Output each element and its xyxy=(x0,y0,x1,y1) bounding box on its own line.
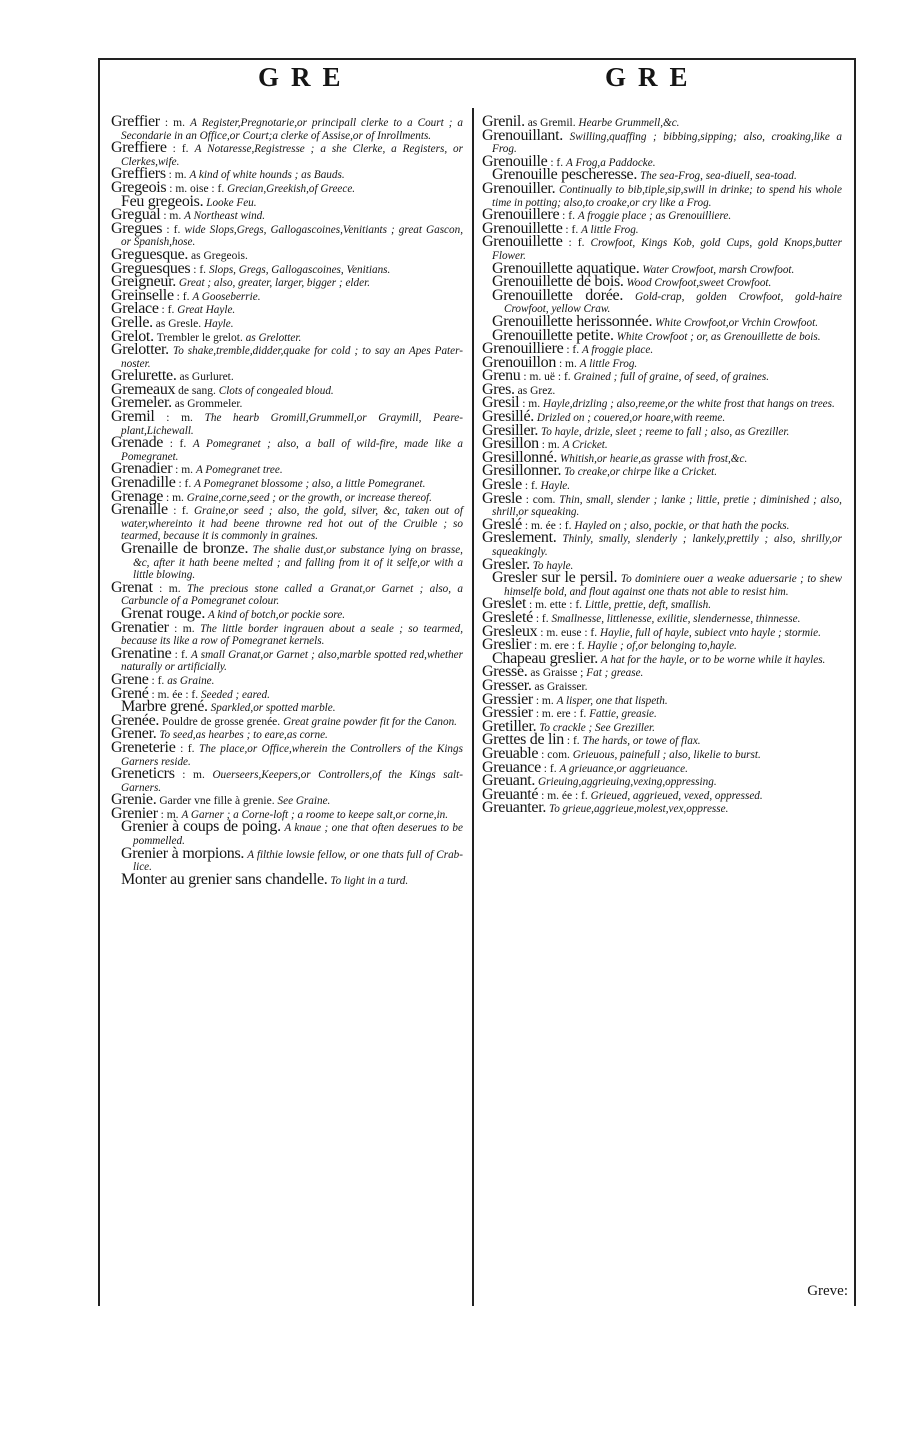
grammar-note: : m. oise : f. xyxy=(169,182,225,195)
definition: A Northeast wind. xyxy=(184,210,266,223)
definition: A froggie place ; as Grenouilliere. xyxy=(577,210,732,223)
definition: Ouerseers,Keepers,or Controllers,of the Kings salt-Garners. xyxy=(121,769,463,794)
grammar-note: as Gregeois. xyxy=(191,249,248,262)
definition: Haylie, full of hayle, subiect vnto hayle ; stormie. xyxy=(600,626,821,639)
headword: Greguesque. xyxy=(111,245,189,263)
headword: Grelace xyxy=(111,300,159,318)
dictionary-page xyxy=(98,58,856,1306)
dictionary-entry xyxy=(482,758,842,776)
running-header xyxy=(98,62,856,104)
headword: Grenie. xyxy=(111,791,157,809)
grammar-note: : f. xyxy=(193,263,207,276)
headword: Gressier xyxy=(482,690,533,708)
definition: Continually to bib,tiple,sip,swill in drinke; to spend his whole time in potting; also,to croake,or cry like a Frog. xyxy=(492,183,843,209)
grammar-note: as Graisser. xyxy=(534,680,588,693)
headword: Greigneur. xyxy=(111,273,176,291)
definition: Hayle. xyxy=(540,480,571,493)
definition: A Register,Pregnotarie,or principall clerke to a Court ; a Secondarie in an Office,or Court;a clerke of Assise,or of Inrollments. xyxy=(121,117,463,142)
grammar-note: Garder vne fille à grenie. xyxy=(159,795,275,808)
headword: Grenatier xyxy=(111,618,169,636)
dictionary-entry xyxy=(482,367,842,385)
headword: Gresillonner. xyxy=(482,462,562,480)
definition: wide Slops,Gregs, Gallogascoines,Venitiants ; great Gascon, or Spanish,hose. xyxy=(121,223,463,249)
headword: Gremeler. xyxy=(111,394,172,412)
definition: Thinly, smally, slenderly ; lankely,prettily ; also, shrilly,or squeakingly. xyxy=(492,533,842,558)
definition: White Crowfoot,or Vrchin Crowfoot. xyxy=(655,316,819,329)
headword: Grene xyxy=(111,670,149,688)
headword: Grenouille pescheresse. xyxy=(492,166,638,184)
definition: Gold-crap, golden Crowfoot, gold-haire Crowfoot, yellow Craw. xyxy=(504,290,842,316)
dictionary-entry xyxy=(111,300,463,318)
definition: Haylie ; of,or belonging to,hayle. xyxy=(587,640,737,653)
grammar-note: : com. xyxy=(525,493,556,506)
definition: A knaue ; one that often deserues to be pommelled. xyxy=(133,822,463,848)
grammar-note: : m. ere : f. xyxy=(535,708,587,721)
dictionary-entry xyxy=(111,670,463,688)
definition: The hards, or towe of flax. xyxy=(582,735,701,748)
definition: A kind of white hounds ; as Bauds. xyxy=(189,169,345,182)
grammar-note: : m. xyxy=(541,439,560,452)
dictionary-entry xyxy=(111,474,463,492)
headword: Gregues xyxy=(111,219,163,237)
dictionary-entry xyxy=(482,663,842,681)
grammar-note: : com. xyxy=(541,748,570,761)
headword: Grelurette. xyxy=(111,367,177,385)
headword: Gressier xyxy=(482,704,533,722)
headword: Grenadier xyxy=(111,460,173,478)
headword: Greuant. xyxy=(482,772,536,790)
headword: Gremil xyxy=(111,408,155,426)
definition: Wood Crowfoot,sweet Crowfoot. xyxy=(626,277,772,290)
grammar-note: : f. xyxy=(566,735,580,748)
definition: The shalie dust,or substance lying on brasse, &c, after it hath beene melted ; and falling from it of it selfe,or with a little blowing. xyxy=(133,544,463,582)
headword: Grenouillette herissonnée. xyxy=(492,312,653,330)
grammar-note: as Grez. xyxy=(517,384,556,397)
dictionary-entry xyxy=(482,569,842,598)
headword: Grenier xyxy=(111,804,158,822)
grammar-note: Pouldre de grosse grenée. xyxy=(162,715,281,728)
left-column xyxy=(111,113,464,888)
grammar-note: : m. xyxy=(174,622,195,635)
grammar-note: : m. xyxy=(182,769,205,782)
grammar-note: : f. xyxy=(180,742,195,755)
definition: Fat ; grease. xyxy=(586,667,644,680)
headword: Grenouillant. xyxy=(482,126,563,144)
column-divider xyxy=(472,108,474,1306)
dictionary-entry xyxy=(482,649,842,667)
grammar-note: : f. xyxy=(176,290,190,303)
headword: Grenat xyxy=(111,578,153,596)
grammar-note: : f. xyxy=(566,344,580,357)
definition: Smallnesse, littlenesse, exilitie, slendernesse, thinnesse. xyxy=(551,612,801,625)
definition: To shake,tremble,didder,quake for cold ; to say an Apes Pater-noster. xyxy=(121,345,463,370)
definition: Crowfoot, Kings Kob, gold Cups, gold Knops,butter Flower. xyxy=(492,237,842,262)
headword: Grenouillette dorée. xyxy=(492,286,624,304)
dictionary-entry xyxy=(111,206,463,224)
definition: Great ; also, greater, larger, bigger ; elder. xyxy=(178,277,370,290)
grammar-note: : f. xyxy=(172,143,189,156)
definition: Looke Feu. xyxy=(206,196,257,209)
definition: Whitish,or hearie,as grasse with frost,&c. xyxy=(559,452,748,465)
headword: Grener. xyxy=(111,725,157,743)
definition: The precious stone called a Granat,or Garnet ; also, a Carbuncle of a Pomegranet colour. xyxy=(121,582,463,608)
definition: To light in a turd. xyxy=(330,874,409,887)
headword: Gresleté xyxy=(482,608,533,626)
definition: Hearbe Grummell,&c. xyxy=(578,117,680,129)
grammar-note: as Gremil. xyxy=(527,117,576,129)
dictionary-entry xyxy=(111,791,463,809)
definition: The sea-Frog, sea-diuell, sea-toad. xyxy=(639,170,797,183)
grammar-note: : m. xyxy=(522,398,541,411)
definition: A Cricket. xyxy=(562,439,608,452)
dictionary-entry xyxy=(482,595,842,613)
dictionary-entry xyxy=(482,353,842,371)
headword: Grenouillere xyxy=(482,206,560,224)
grammar-note: : f. xyxy=(151,674,165,687)
catchword: Greve: xyxy=(807,1283,848,1299)
grammar-note: as Gresle. xyxy=(155,317,202,330)
grammar-note: : m. xyxy=(535,694,554,707)
headword: Grenier à morpions. xyxy=(121,844,245,862)
dictionary-entry xyxy=(482,489,842,519)
definition: The place,or Office,wherein the Controllers of the Kings Garners reside. xyxy=(121,742,463,768)
grammar-note: as Grommeler. xyxy=(174,398,243,411)
definition: The little border ingrauen about a seale ; so tearmed, because its like a row of Pomegranet kernels. xyxy=(121,622,464,648)
grammar-note: : m. ere : f. xyxy=(534,640,585,653)
definition: Graine,or seed ; also, the gold, silver, &c, taken out of water,whereinto it had beene throwne red hot out of the Cruible ; so tearmed, because it is commonly in graines. xyxy=(121,505,464,543)
headword: Greffiere xyxy=(111,139,167,157)
headword: Marbre grené. xyxy=(121,698,208,716)
headword: Gresleux xyxy=(482,622,538,640)
definition: A lisper, one that lispeth. xyxy=(556,694,668,707)
definition: Great Hayle. xyxy=(177,304,236,317)
definition: A filthie lowsie fellow, or one thats full of Crab-lice. xyxy=(133,848,464,874)
headword: Greslement. xyxy=(482,529,557,547)
headword: Greinselle xyxy=(111,286,174,304)
grammar-note: : f. xyxy=(178,478,192,491)
dictionary-entry xyxy=(482,476,842,494)
dictionary-entry xyxy=(482,394,842,412)
definition: Graine,corne,seed ; or the growth, or increase thereof. xyxy=(186,491,432,504)
definition: Drizled on ; couered,or hoare,with reeme. xyxy=(536,412,726,425)
grammar-note: : m. euse : f. xyxy=(540,626,598,639)
definition: The hearb Gromill,Grummell,or Graymill, Peare-plant,Lichewall. xyxy=(121,412,464,437)
dictionary-entry xyxy=(111,698,463,716)
definition: as Grelotter. xyxy=(245,331,302,344)
grammar-note: : m. ette : f. xyxy=(529,599,583,612)
headword: Gresle xyxy=(482,489,522,507)
headword: Grenier à coups de poing. xyxy=(121,818,281,836)
definition: To hayle, drizle, sleet ; reeme to fall ; also, as Greziller. xyxy=(541,425,790,438)
headword: Greffier xyxy=(111,113,160,130)
definition: as Graine. xyxy=(167,674,215,687)
headword: Grenatine xyxy=(111,644,172,662)
headword: Grenée. xyxy=(111,711,160,729)
grammar-note: : m. xyxy=(168,169,187,182)
headword: Greguesques xyxy=(111,259,191,277)
definition: Swilling,quaffing ; bibbing,sipping; also, croaking,like a Frog. xyxy=(492,130,843,156)
headword: Gregeois xyxy=(111,178,167,196)
grammar-note: : m. xyxy=(164,117,185,129)
grammar-note: : m. xyxy=(175,464,194,477)
headword: Greneticrs xyxy=(111,765,175,783)
definition: To creake,or chirpe like a Cricket. xyxy=(564,466,718,479)
definition: To seed,as hearbes ; to eare,as corne. xyxy=(159,729,328,742)
left-rule xyxy=(98,58,100,1306)
definition: Hayle. xyxy=(204,317,234,330)
grammar-note: de sang. xyxy=(178,384,216,397)
definition: Little, prettie, deft, smallish. xyxy=(584,599,711,612)
grammar-note: : f. xyxy=(173,505,189,518)
headword: Grenadille xyxy=(111,474,176,492)
dictionary-entry xyxy=(482,380,842,398)
header-right: GRE xyxy=(605,62,700,92)
definition: A kind of botch,or pockie sore. xyxy=(207,608,345,621)
headword: Greuance xyxy=(482,758,541,776)
headword: Grenouillette aquatique. xyxy=(492,259,640,277)
definition: A Pomegranet ; also, a ball of wild-fire, made like a Pomegranet. xyxy=(121,438,464,463)
headword: Greuanter. xyxy=(482,799,547,817)
grammar-note: : f. xyxy=(568,237,585,250)
headword: Grenat rouge. xyxy=(121,604,206,622)
definition: Fattie, greasie. xyxy=(589,708,657,721)
grammar-note: : f. xyxy=(543,762,557,775)
grammar-note: : m. ée : f. xyxy=(541,789,588,802)
definition: A Frog,a Paddocke. xyxy=(566,156,656,169)
grammar-note: : m. ée : f. xyxy=(524,519,572,532)
definition: Slops, Gregs, Gallogascoines, Venitians. xyxy=(208,263,391,276)
grammar-note: : f. xyxy=(550,156,564,169)
headword: Gresillé. xyxy=(482,408,534,426)
headword: Grelot. xyxy=(111,327,154,345)
dictionary-entry xyxy=(111,501,464,543)
definition: A froggie place. xyxy=(582,344,654,357)
headword: Grenage xyxy=(111,487,164,505)
grammar-note: : m. xyxy=(166,412,193,425)
definition: Grained ; full of graine, of seed, of graines. xyxy=(573,371,770,384)
headword: Gresler sur le persil. xyxy=(492,569,618,587)
dictionary-entry xyxy=(111,408,464,437)
headword: Grenouillette xyxy=(482,233,563,251)
grammar-note: as Graisse ; xyxy=(530,667,584,680)
headword: Grenaille xyxy=(111,501,168,519)
grammar-note: : m. uë : f. xyxy=(523,371,571,384)
header-left: GRE xyxy=(258,62,353,92)
definition: See Graine. xyxy=(277,795,331,808)
dictionary-entry xyxy=(482,462,842,480)
definition: To grieue,aggrieue,molest,vex,oppresse. xyxy=(549,803,729,816)
dictionary-entry xyxy=(111,540,463,582)
dictionary-entry xyxy=(111,286,463,304)
headword: Gresler. xyxy=(482,555,530,573)
headword: Grelle. xyxy=(111,313,153,331)
headword: Greslet xyxy=(482,595,527,613)
grammar-note: : f. xyxy=(166,223,181,236)
definition: To dominiere ouer a weake aduersarie ; to shew himselfe bold, and flout against one thats not able to resist him. xyxy=(504,573,842,598)
dictionary-entry xyxy=(111,394,463,412)
definition: Grieuing,aggrieuing,vexing,oppressing. xyxy=(538,776,717,789)
headword: Grenouille xyxy=(482,152,548,170)
headword: Feu gregeois. xyxy=(121,192,204,210)
definition: White Crowfoot ; or, as Grenouillette de bois. xyxy=(616,330,821,343)
definition: Seeded ; eared. xyxy=(201,688,270,701)
headword: Gresle xyxy=(482,476,522,494)
headword: Gregual xyxy=(111,206,161,224)
headword: Grenouillette de bois. xyxy=(492,273,624,291)
dictionary-entry xyxy=(111,644,463,674)
definition: To hayle. xyxy=(532,559,574,572)
headword: Greneterie xyxy=(111,738,176,756)
grammar-note: : f. xyxy=(535,612,549,625)
headword: Grenaille de bronze. xyxy=(121,540,249,557)
headword: Gremeaux xyxy=(111,380,176,398)
definition: Thin, small, slender ; lanke ; little, pretie ; diminished ; also, shrill,or squeaking. xyxy=(492,493,842,519)
definition: Grieuous, painefull ; also, likelie to burst. xyxy=(572,748,761,761)
headword: Gresser. xyxy=(482,676,532,694)
headword: Grenouillette petite. xyxy=(492,326,614,344)
headword: Gretiller. xyxy=(482,717,537,735)
dictionary-entry xyxy=(111,711,463,729)
definition: Water Crowfoot, marsh Crowfoot. xyxy=(642,263,795,276)
grammar-note: : f. xyxy=(562,210,575,223)
dictionary-entry xyxy=(111,313,463,331)
dictionary-entry xyxy=(482,676,842,694)
headword: Grenouillette xyxy=(482,219,563,237)
headword: Grenouillon xyxy=(482,353,557,371)
grammar-note: : f. xyxy=(161,304,175,317)
definition: A Pomegranet blossome ; also, a little Pomegranet. xyxy=(194,478,426,491)
grammar-note: : m. ée : f. xyxy=(151,688,199,701)
dictionary-entry xyxy=(482,529,842,558)
definition: A little Frog. xyxy=(579,357,638,370)
dictionary-entry xyxy=(111,765,463,794)
headword: Gresillon xyxy=(482,435,539,453)
grammar-note: : f. xyxy=(169,438,187,451)
definition: A small Granat,or Garnet ; also,marble spotted red,whether naturally or artificially. xyxy=(121,648,463,674)
right-column xyxy=(482,113,843,817)
grammar-note: : f. xyxy=(565,223,579,236)
headword: Gresiller. xyxy=(482,421,539,439)
definition: To crackle ; See Greziller. xyxy=(539,721,655,734)
definition: Clots of congealed bloud. xyxy=(218,384,334,397)
definition: Grecian,Greekish,of Greece. xyxy=(227,182,356,195)
headword: Greffiers xyxy=(111,165,166,183)
definition: A Garner ; a Corne-loft ; a roome to keepe salt,or corne,in. xyxy=(181,808,449,821)
right-rule xyxy=(854,58,856,1306)
headword: Chapeau greslier. xyxy=(492,649,598,667)
dictionary-entry xyxy=(111,870,463,888)
definition: A little Frog. xyxy=(581,223,639,236)
dictionary-entry xyxy=(111,192,463,210)
definition: Grieued, aggrieued, vexed, oppressed. xyxy=(590,789,763,802)
headword: Grenouilliere xyxy=(482,340,564,358)
definition: Hayle,drizling ; also,reeme,or the white frost that hangs on trees. xyxy=(543,398,835,411)
definition: A grieuance,or aggrieuance. xyxy=(559,762,688,775)
headword: Grenade xyxy=(111,434,164,452)
headword: Grenouiller. xyxy=(482,179,556,197)
definition: A hat for the hayle, or to be worne while it hayles. xyxy=(600,653,826,666)
headword: Grelotter. xyxy=(111,341,169,359)
grammar-note: : m. xyxy=(558,357,577,370)
grammar-note: Trembler le grelot. xyxy=(156,331,243,344)
headword: Greslier xyxy=(482,636,532,654)
headword: Gres. xyxy=(482,380,515,398)
grammar-note: : f. xyxy=(174,648,188,661)
headword: Greuable xyxy=(482,744,539,762)
grammar-note: as Gurluret. xyxy=(179,371,234,384)
top-rule xyxy=(98,58,856,60)
definition: Sparkled,or spotted marble. xyxy=(210,702,336,715)
headword: Greuanté xyxy=(482,785,539,803)
headword: Grettes de lin xyxy=(482,731,564,749)
definition: A Gooseberrie. xyxy=(192,290,261,303)
grammar-note: : m. xyxy=(159,582,181,595)
headword: Gresillonné. xyxy=(482,448,558,466)
headword: Grenil. xyxy=(482,113,525,130)
definition: A Pomegranet tree. xyxy=(195,464,283,477)
definition: Great graine powder fit for the Canon. xyxy=(283,715,457,728)
headword: Grené xyxy=(111,684,149,702)
headword: Gresil xyxy=(482,394,520,412)
headword: Greslé xyxy=(482,515,522,533)
grammar-note: : m. xyxy=(160,808,179,821)
definition: A Notaresse,Registresse ; a she Clerke, a Registers, or Clerkes,wife. xyxy=(121,143,463,168)
headword: Gresse. xyxy=(482,663,528,681)
definition: Hayled on ; also, pockie, or that hath the pocks. xyxy=(574,519,790,532)
headword: Monter au grenier sans chandelle. xyxy=(121,870,328,888)
grammar-note: : m. xyxy=(166,491,184,504)
dictionary-entry xyxy=(482,622,842,640)
dictionary-entry xyxy=(482,690,842,708)
dictionary-entry xyxy=(482,799,842,817)
grammar-note: : m. xyxy=(163,210,182,223)
headword: Grenu xyxy=(482,367,521,385)
grammar-note: : f. xyxy=(524,480,538,493)
